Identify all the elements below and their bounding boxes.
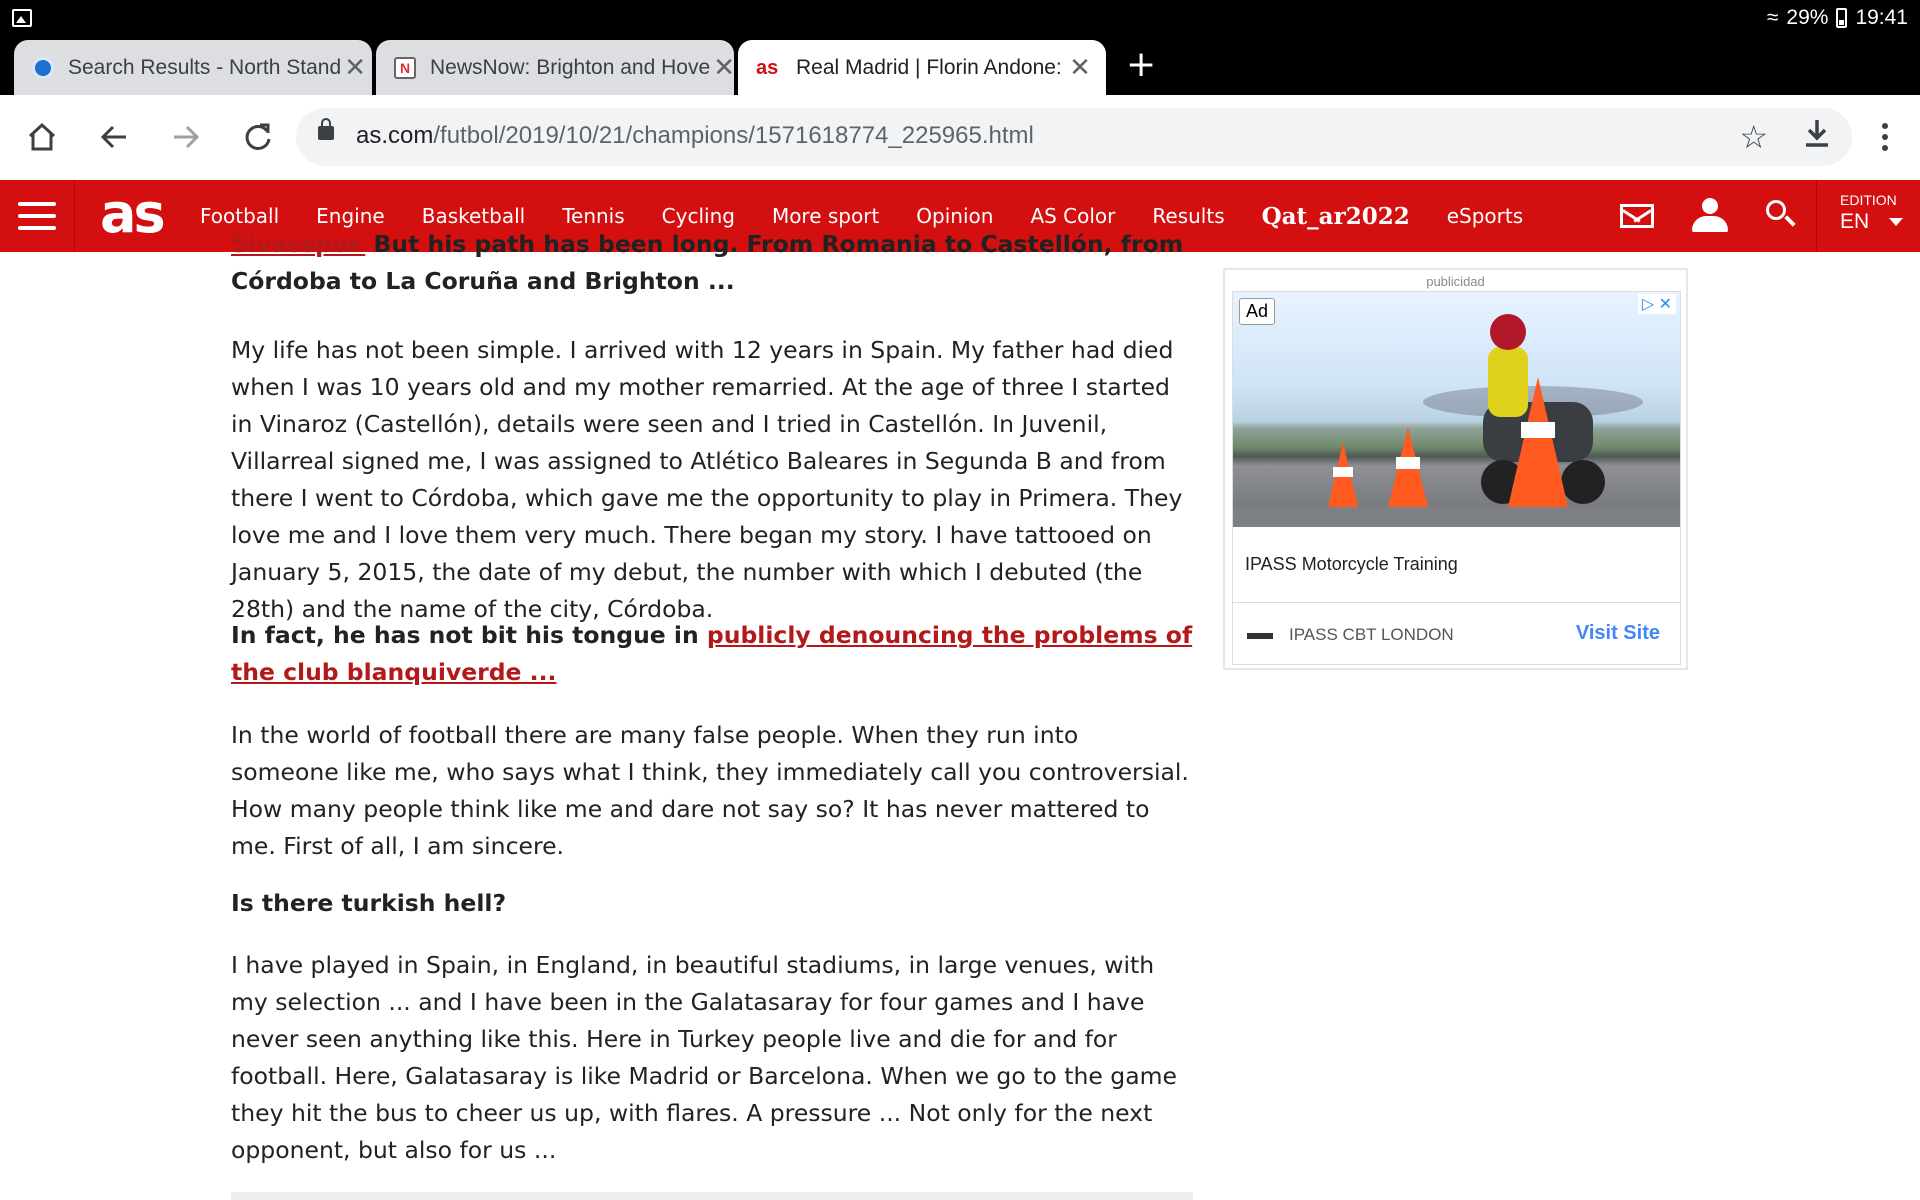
article-body (231, 230, 1193, 1200)
as-favicon-icon: as (756, 56, 779, 79)
ad-image[interactable] (1233, 292, 1680, 527)
edition-value-row (1840, 210, 1903, 234)
motorcycle-cones-illustration (1233, 292, 1680, 527)
close-tab-icon[interactable]: ✕ (344, 52, 367, 82)
gallery-notification-icon (12, 9, 32, 27)
sivasspor-link[interactable]: Sivasspor. (231, 230, 366, 258)
hamburger-menu-icon[interactable] (18, 202, 56, 230)
nav-item-esports[interactable]: eSports (1446, 204, 1524, 228)
adchoices-icon[interactable]: ▷ ✕ (1638, 294, 1676, 314)
visit-site-button[interactable]: Visit Site (1575, 622, 1660, 644)
status-right (1767, 6, 1908, 30)
user-icon[interactable] (1690, 198, 1730, 234)
ad-card[interactable] (1232, 291, 1681, 665)
menu-dot (1882, 134, 1888, 140)
url-path: /futbol/2019/10/21/champions/1571618774_225965.html (433, 122, 1034, 149)
back-arrow-icon (99, 122, 129, 152)
nav-item-opinion[interactable]: Opinion (916, 204, 994, 228)
home-button[interactable] (18, 113, 66, 161)
close-tab-icon[interactable]: ✕ (1069, 52, 1091, 82)
search-handle (1784, 215, 1795, 226)
forward-arrow-icon (171, 122, 201, 152)
lead-paragraph (231, 226, 1193, 300)
tab-title: NewsNow: Brighton and Hove (430, 55, 711, 79)
answer-paragraph-3: I have played in Spain, in England, in beautiful stadiums, in large venues, with my selection ... and I have been in the Galatasaray for four games and I have never seen anything like this. Here in Turkey people live and die for and for football. Here, Galatasaray is like Madrid or Barcelona. When we go to the game they hit the bus to cheer us up, with flares. A pressure ... Not only for the next opponent, but also for us ... (231, 951, 1177, 1164)
question-1 (231, 617, 1193, 691)
tab-real-madrid[interactable] (738, 40, 1106, 95)
nav-item-results[interactable]: Results (1152, 204, 1225, 228)
nav-item-more-sport[interactable]: More sport (771, 204, 880, 228)
answer-paragraph-1: My life has not been simple. I arrived with 12 years in Spain. My father had died when I was 10 years old and my mother remarried. At the age of three I started in Vinaroz (Castellón), details were seen and I tried in Castellón. In Juvenil, Villarreal signed me, I was assigned to Atlético Baleares in Segunda B and from there I went to Córdoba, which gave me the opportunity to play in Primera. They love me and I love them very much. There began my story. I have tattooed on January 5, 2015, the date of my debut, the number with which I debuted (the 28th) and the name of the city, Córdoba. (231, 336, 1183, 623)
address-bar[interactable] (296, 108, 1852, 166)
nav-item-football[interactable]: Football (200, 204, 280, 228)
hamburger-bar (18, 214, 56, 218)
search-lens (1766, 200, 1786, 220)
edition-label: EDITION (1840, 192, 1897, 208)
nav-item-basketball[interactable]: Basketball (421, 204, 526, 228)
tab-title: Real Madrid | Florin Andone: (796, 55, 1062, 79)
edition-selector[interactable] (1840, 192, 1903, 234)
hamburger-bar (18, 202, 56, 206)
home-icon (27, 122, 57, 152)
lock-icon (318, 126, 334, 140)
download-icon[interactable] (1804, 118, 1830, 156)
clock: 19:41 (1855, 6, 1908, 29)
wifi-icon: ≈ (1766, 6, 1779, 29)
user-body (1692, 216, 1728, 232)
user-head (1702, 198, 1718, 214)
club-problems-link[interactable]: publicly denouncing the problems of the club blanquiverde ... (231, 621, 1193, 686)
ad-sponsor: IPASS CBT LONDON (1289, 625, 1454, 644)
newsnow-favicon-icon: N (394, 57, 416, 79)
hamburger-bar (18, 226, 56, 230)
menu-dot (1882, 123, 1888, 129)
ipass-logo-icon (1247, 633, 1273, 639)
browser-toolbar (0, 95, 1920, 180)
tab-strip (0, 38, 1920, 95)
status-bar (0, 0, 1920, 38)
nav-item-cycling[interactable]: Cycling (661, 204, 735, 228)
back-button[interactable] (90, 113, 138, 161)
nav-item-as-color[interactable]: AS Color (1030, 204, 1116, 228)
battery-percent: 29% (1786, 6, 1829, 29)
browser-menu-button[interactable] (1870, 113, 1900, 161)
question-2: Is there turkish hell? (231, 889, 507, 917)
forward-button[interactable] (162, 113, 210, 161)
new-tab-button[interactable]: + (1126, 44, 1157, 85)
nav-item-qatar2022[interactable]: Qat_ar2022 (1261, 202, 1410, 230)
ad-divider (1233, 602, 1680, 603)
question-1-text: In fact, he has not bit his tongue in (231, 621, 707, 649)
answer-paragraph-2: In the world of football there are many false people. When they run into someone like me, who says what I think, they immediately call you controversial. How many people think like me and dare not say so? It has never mattered to me. First of all, I am sincere. (231, 721, 1189, 860)
url-host: as.com (356, 122, 434, 149)
lead-text: But his path has been long. From Romania to Castellón, from Córdoba to La Coruña and Brighton ... (231, 230, 1184, 295)
tab-title: Search Results - North Stand (68, 55, 342, 79)
ad-badge: Ad (1239, 298, 1275, 325)
tab-search-results[interactable] (14, 40, 372, 95)
close-tab-icon[interactable]: ✕ (713, 52, 736, 82)
content-divider (231, 1192, 1193, 1200)
nav-item-engine[interactable]: Engine (316, 204, 385, 228)
nav-item-tennis[interactable]: Tennis (562, 204, 625, 228)
ad-label: publicidad (1426, 274, 1485, 289)
north-stand-favicon-icon (32, 57, 54, 79)
download-arrow-glyph (1804, 118, 1830, 148)
nav-divider (1816, 180, 1817, 252)
battery-icon (1836, 8, 1847, 28)
bookmark-star-icon[interactable]: ☆ (1739, 118, 1768, 156)
caret-down-icon (1889, 218, 1903, 226)
ad-headline[interactable]: IPASS Motorcycle Training (1245, 554, 1458, 574)
edition-value: EN (1840, 210, 1870, 233)
url-text[interactable] (356, 122, 1034, 150)
reload-button[interactable] (234, 113, 282, 161)
nav-divider (74, 180, 75, 252)
tab-newsnow[interactable] (376, 40, 734, 95)
search-icon[interactable] (1764, 198, 1798, 234)
as-logo[interactable]: as (100, 182, 163, 245)
reload-icon (243, 122, 273, 152)
advertisement[interactable] (1223, 268, 1688, 670)
mail-icon[interactable] (1620, 204, 1654, 228)
menu-dot (1882, 145, 1888, 151)
